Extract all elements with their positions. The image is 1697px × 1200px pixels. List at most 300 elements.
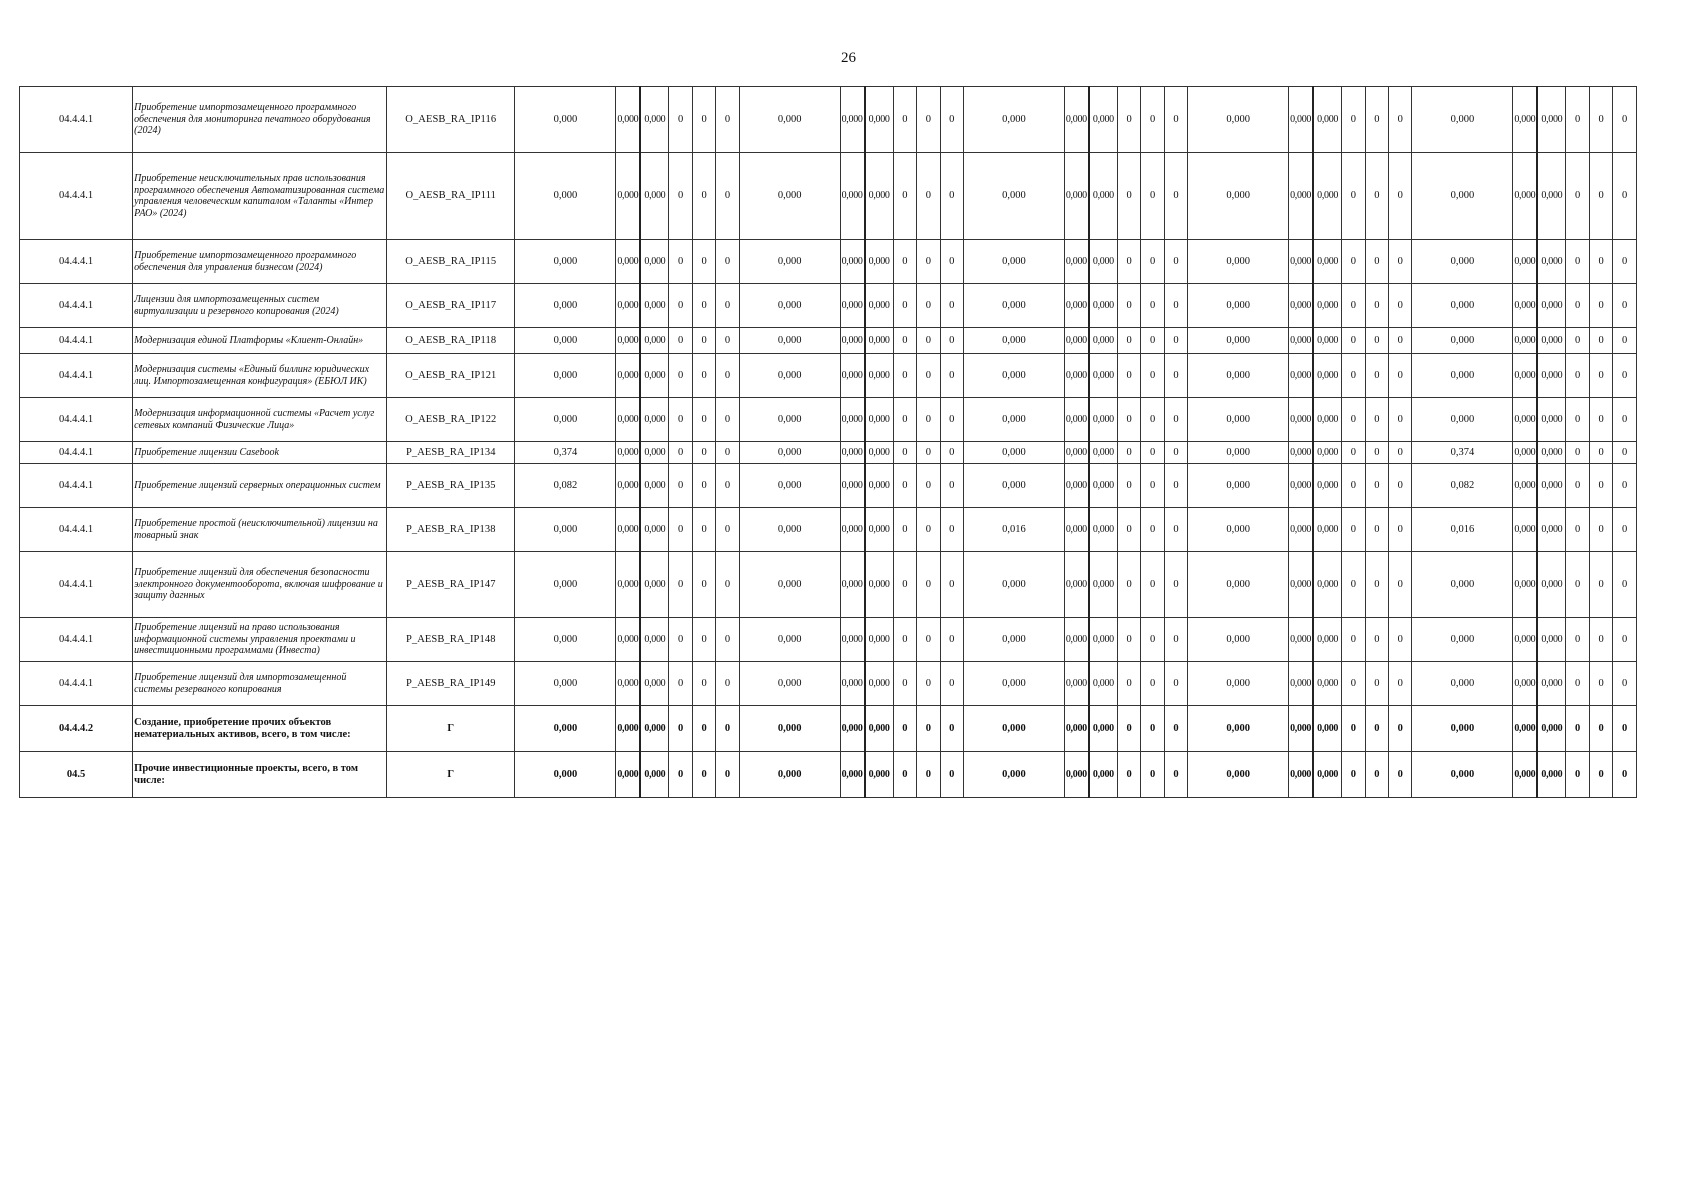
value-cell: 0 <box>692 662 715 706</box>
value-cell: 0 <box>893 464 916 508</box>
value-cell: 0 <box>1365 706 1388 752</box>
value-cell: 0,000 <box>1513 442 1537 464</box>
value-cell: 0,000 <box>840 240 864 284</box>
value-cell: 0 <box>1589 552 1612 618</box>
value-cell: 0 <box>940 87 963 153</box>
table-row <box>20 240 1637 284</box>
value-cell: 0 <box>917 240 940 284</box>
value-cell: 0 <box>669 284 692 328</box>
value-cell: 0,000 <box>1064 240 1088 284</box>
table-row <box>20 508 1637 552</box>
value-cell: 0,000 <box>515 87 616 153</box>
value-cell: 0 <box>1342 752 1365 798</box>
value-cell: 0,000 <box>1064 752 1088 798</box>
value-cell: 0 <box>716 153 739 240</box>
value-cell: 0,000 <box>1412 328 1513 354</box>
value-cell: 0,000 <box>840 153 864 240</box>
value-cell: 0 <box>1342 354 1365 398</box>
row-name-cell: Лицензии для импортозамещенных систем виртуализации и резервного копирования (2024) <box>133 284 387 328</box>
value-cell: 0 <box>1164 328 1187 354</box>
value-cell: 0 <box>716 442 739 464</box>
value-cell: 0,000 <box>1089 398 1118 442</box>
value-cell: 0 <box>692 153 715 240</box>
value-cell: 0,000 <box>963 240 1064 284</box>
value-cell: 0,000 <box>865 240 894 284</box>
value-cell: 0 <box>1613 752 1637 798</box>
value-cell: 0 <box>1141 153 1164 240</box>
value-cell: 0,374 <box>1412 442 1513 464</box>
value-cell: 0,082 <box>1412 464 1513 508</box>
value-cell: 0,016 <box>1412 508 1513 552</box>
value-cell: 0 <box>1566 328 1589 354</box>
value-cell: 0,000 <box>616 552 640 618</box>
value-cell: 0,000 <box>640 87 669 153</box>
row-id-cell: O_AESB_RA_IP115 <box>387 240 515 284</box>
value-cell: 0,000 <box>515 398 616 442</box>
value-cell: 0,000 <box>1289 508 1313 552</box>
value-cell: 0 <box>893 442 916 464</box>
value-cell: 0 <box>1589 398 1612 442</box>
value-cell: 0,000 <box>1513 662 1537 706</box>
value-cell: 0 <box>692 442 715 464</box>
value-cell: 0 <box>1117 706 1140 752</box>
value-cell: 0 <box>1365 662 1388 706</box>
value-cell: 0 <box>1566 240 1589 284</box>
value-cell: 0,000 <box>963 752 1064 798</box>
row-name-cell: Создание, приобретение прочих объектов нематериальных активов, всего, в том числе: <box>133 706 387 752</box>
value-cell: 0,000 <box>1089 328 1118 354</box>
value-cell: 0 <box>692 552 715 618</box>
value-cell: 0 <box>1613 706 1637 752</box>
value-cell: 0,000 <box>739 508 840 552</box>
value-cell: 0 <box>1589 153 1612 240</box>
value-cell: 0,082 <box>515 464 616 508</box>
value-cell: 0 <box>1566 752 1589 798</box>
value-cell: 0,000 <box>1513 618 1537 662</box>
table-row <box>20 464 1637 508</box>
value-cell: 0 <box>1342 87 1365 153</box>
value-cell: 0 <box>1589 442 1612 464</box>
value-cell: 0,000 <box>1537 284 1566 328</box>
value-cell: 0,000 <box>865 87 894 153</box>
table-row <box>20 153 1637 240</box>
table-row <box>20 662 1637 706</box>
value-cell: 0,000 <box>1289 284 1313 328</box>
value-cell: 0,000 <box>963 618 1064 662</box>
value-cell: 0 <box>940 442 963 464</box>
value-cell: 0,000 <box>1289 442 1313 464</box>
value-cell: 0 <box>1164 284 1187 328</box>
value-cell: 0,000 <box>1412 87 1513 153</box>
row-id-cell: P_AESB_RA_IP135 <box>387 464 515 508</box>
value-cell: 0 <box>917 354 940 398</box>
value-cell: 0,000 <box>1313 618 1342 662</box>
value-cell: 0 <box>669 662 692 706</box>
value-cell: 0,000 <box>1513 240 1537 284</box>
value-cell: 0 <box>1613 552 1637 618</box>
investment-table <box>19 86 1637 798</box>
value-cell: 0,000 <box>1289 464 1313 508</box>
value-cell: 0,000 <box>1313 87 1342 153</box>
value-cell: 0,000 <box>1188 284 1289 328</box>
value-cell: 0 <box>1589 354 1612 398</box>
value-cell: 0,000 <box>963 706 1064 752</box>
value-cell: 0,000 <box>739 354 840 398</box>
value-cell: 0 <box>1117 328 1140 354</box>
row-id-cell: Г <box>387 706 515 752</box>
value-cell: 0 <box>940 398 963 442</box>
value-cell: 0 <box>1164 354 1187 398</box>
value-cell: 0,000 <box>640 398 669 442</box>
value-cell: 0 <box>893 153 916 240</box>
value-cell: 0 <box>669 508 692 552</box>
row-id-cell: O_AESB_RA_IP122 <box>387 398 515 442</box>
value-cell: 0 <box>1141 442 1164 464</box>
value-cell: 0 <box>893 240 916 284</box>
table-row <box>20 752 1637 798</box>
value-cell: 0 <box>1164 464 1187 508</box>
value-cell: 0 <box>1342 284 1365 328</box>
value-cell: 0 <box>669 442 692 464</box>
value-cell: 0,000 <box>1313 328 1342 354</box>
value-cell: 0 <box>1365 752 1388 798</box>
value-cell: 0 <box>692 398 715 442</box>
value-cell: 0 <box>940 464 963 508</box>
value-cell: 0 <box>1613 464 1637 508</box>
value-cell: 0 <box>940 284 963 328</box>
value-cell: 0,000 <box>865 752 894 798</box>
value-cell: 0 <box>1117 552 1140 618</box>
value-cell: 0,000 <box>1064 153 1088 240</box>
value-cell: 0,000 <box>1412 662 1513 706</box>
value-cell: 0,000 <box>616 240 640 284</box>
row-code-cell: 04.4.4.1 <box>20 328 133 354</box>
value-cell: 0 <box>893 354 916 398</box>
row-code-cell: 04.4.4.1 <box>20 398 133 442</box>
value-cell: 0,000 <box>1313 153 1342 240</box>
value-cell: 0 <box>940 354 963 398</box>
value-cell: 0,000 <box>1412 706 1513 752</box>
value-cell: 0,000 <box>1412 354 1513 398</box>
value-cell: 0,000 <box>616 442 640 464</box>
row-name-cell: Приобретение лицензий серверных операционных систем <box>133 464 387 508</box>
value-cell: 0,000 <box>739 398 840 442</box>
value-cell: 0 <box>893 398 916 442</box>
row-code-cell: 04.4.4.1 <box>20 552 133 618</box>
value-cell: 0,000 <box>1289 240 1313 284</box>
value-cell: 0 <box>1365 552 1388 618</box>
value-cell: 0,000 <box>1412 284 1513 328</box>
value-cell: 0,000 <box>1089 87 1118 153</box>
value-cell: 0 <box>917 442 940 464</box>
value-cell: 0,000 <box>1412 752 1513 798</box>
row-name-cell: Модернизация информационной системы «Расчет услуг сетевых компаний Физические Лица» <box>133 398 387 442</box>
value-cell: 0,000 <box>515 662 616 706</box>
row-name-cell: Модернизация системы «Единый биллинг юридических лиц. Импортозамещенная конфигурация» (ЕБЮЛ ИК) <box>133 354 387 398</box>
value-cell: 0 <box>1365 153 1388 240</box>
value-cell: 0,000 <box>1513 284 1537 328</box>
value-cell: 0 <box>1589 284 1612 328</box>
value-cell: 0 <box>692 618 715 662</box>
row-name-cell: Приобретение лицензий для обеспечения безопасности электронного документооборота, включая шифрование и защиту дагнных <box>133 552 387 618</box>
value-cell: 0 <box>1389 706 1412 752</box>
value-cell: 0,000 <box>1089 464 1118 508</box>
value-cell: 0,000 <box>1089 618 1118 662</box>
value-cell: 0 <box>1141 398 1164 442</box>
value-cell: 0,000 <box>1513 752 1537 798</box>
value-cell: 0,000 <box>1064 354 1088 398</box>
value-cell: 0 <box>893 284 916 328</box>
value-cell: 0,000 <box>640 442 669 464</box>
value-cell: 0,000 <box>739 284 840 328</box>
value-cell: 0,000 <box>1513 706 1537 752</box>
value-cell: 0,000 <box>1537 552 1566 618</box>
row-name-cell: Приобретение лицензий для импортозамещенной системы резерваного копирования <box>133 662 387 706</box>
value-cell: 0 <box>1117 354 1140 398</box>
value-cell: 0,000 <box>963 442 1064 464</box>
value-cell: 0 <box>692 240 715 284</box>
value-cell: 0 <box>692 706 715 752</box>
value-cell: 0 <box>1117 87 1140 153</box>
value-cell: 0,000 <box>1188 464 1289 508</box>
value-cell: 0,000 <box>1513 508 1537 552</box>
value-cell: 0 <box>1141 240 1164 284</box>
value-cell: 0,000 <box>840 508 864 552</box>
value-cell: 0,000 <box>865 508 894 552</box>
value-cell: 0,000 <box>1188 508 1289 552</box>
row-code-cell: 04.4.4.1 <box>20 354 133 398</box>
value-cell: 0,000 <box>515 552 616 618</box>
value-cell: 0,000 <box>840 618 864 662</box>
table-body <box>20 87 1637 798</box>
value-cell: 0 <box>1342 618 1365 662</box>
value-cell: 0,000 <box>1289 398 1313 442</box>
row-id-cell: O_AESB_RA_IP121 <box>387 354 515 398</box>
value-cell: 0,000 <box>1188 618 1289 662</box>
value-cell: 0 <box>1566 464 1589 508</box>
value-cell: 0,000 <box>640 464 669 508</box>
value-cell: 0 <box>893 618 916 662</box>
value-cell: 0 <box>1342 442 1365 464</box>
value-cell: 0,000 <box>1064 284 1088 328</box>
value-cell: 0 <box>1141 87 1164 153</box>
value-cell: 0,000 <box>1537 153 1566 240</box>
value-cell: 0 <box>1613 398 1637 442</box>
row-id-cell: O_AESB_RA_IP116 <box>387 87 515 153</box>
value-cell: 0,000 <box>640 508 669 552</box>
value-cell: 0,000 <box>1513 354 1537 398</box>
value-cell: 0 <box>1365 240 1388 284</box>
value-cell: 0,000 <box>1537 464 1566 508</box>
value-cell: 0 <box>917 662 940 706</box>
value-cell: 0 <box>669 398 692 442</box>
value-cell: 0,000 <box>1412 153 1513 240</box>
value-cell: 0 <box>1389 354 1412 398</box>
value-cell: 0,000 <box>640 354 669 398</box>
value-cell: 0,000 <box>840 464 864 508</box>
value-cell: 0,000 <box>1513 87 1537 153</box>
value-cell: 0 <box>716 284 739 328</box>
value-cell: 0,000 <box>616 354 640 398</box>
value-cell: 0 <box>940 240 963 284</box>
value-cell: 0 <box>1613 87 1637 153</box>
value-cell: 0,000 <box>840 398 864 442</box>
row-name-cell: Приобретение неисключительных прав использования программного обеспечения Автоматизированная система управления человеческим капиталом «Таланты «Интер РАО» (2024) <box>133 153 387 240</box>
row-code-cell: 04.4.4.2 <box>20 706 133 752</box>
value-cell: 0 <box>716 464 739 508</box>
value-cell: 0,000 <box>1289 706 1313 752</box>
table-row <box>20 706 1637 752</box>
value-cell: 0,000 <box>865 662 894 706</box>
value-cell: 0,000 <box>865 153 894 240</box>
row-code-cell: 04.4.4.1 <box>20 153 133 240</box>
table-row <box>20 354 1637 398</box>
value-cell: 0,000 <box>1089 552 1118 618</box>
value-cell: 0 <box>1389 508 1412 552</box>
value-cell: 0,000 <box>1537 328 1566 354</box>
value-cell: 0,000 <box>840 706 864 752</box>
value-cell: 0 <box>1389 87 1412 153</box>
value-cell: 0 <box>1389 442 1412 464</box>
value-cell: 0 <box>1389 662 1412 706</box>
value-cell: 0 <box>669 354 692 398</box>
value-cell: 0,000 <box>515 284 616 328</box>
value-cell: 0,000 <box>515 508 616 552</box>
value-cell: 0,000 <box>640 752 669 798</box>
value-cell: 0 <box>1613 354 1637 398</box>
value-cell: 0,000 <box>1064 87 1088 153</box>
value-cell: 0,000 <box>515 618 616 662</box>
value-cell: 0,000 <box>840 354 864 398</box>
value-cell: 0,000 <box>1064 508 1088 552</box>
row-id-cell: O_AESB_RA_IP111 <box>387 153 515 240</box>
value-cell: 0,000 <box>1537 354 1566 398</box>
value-cell: 0 <box>1566 398 1589 442</box>
value-cell: 0 <box>716 508 739 552</box>
value-cell: 0,016 <box>963 508 1064 552</box>
value-cell: 0 <box>1589 618 1612 662</box>
value-cell: 0 <box>669 464 692 508</box>
value-cell: 0,000 <box>640 662 669 706</box>
value-cell: 0 <box>917 752 940 798</box>
value-cell: 0 <box>1389 398 1412 442</box>
value-cell: 0,000 <box>1064 464 1088 508</box>
value-cell: 0 <box>1117 398 1140 442</box>
value-cell: 0 <box>1164 442 1187 464</box>
value-cell: 0,000 <box>640 284 669 328</box>
value-cell: 0,000 <box>840 284 864 328</box>
value-cell: 0,000 <box>963 464 1064 508</box>
value-cell: 0,000 <box>1313 508 1342 552</box>
value-cell: 0,000 <box>840 752 864 798</box>
value-cell: 0 <box>1141 752 1164 798</box>
value-cell: 0 <box>1566 442 1589 464</box>
value-cell: 0 <box>1613 328 1637 354</box>
value-cell: 0 <box>1342 464 1365 508</box>
value-cell: 0 <box>1342 328 1365 354</box>
row-code-cell: 04.4.4.1 <box>20 618 133 662</box>
value-cell: 0 <box>1141 552 1164 618</box>
value-cell: 0 <box>917 618 940 662</box>
value-cell: 0,000 <box>616 87 640 153</box>
value-cell: 0 <box>669 618 692 662</box>
value-cell: 0 <box>1589 508 1612 552</box>
value-cell: 0,000 <box>1188 752 1289 798</box>
value-cell: 0 <box>1589 662 1612 706</box>
value-cell: 0,000 <box>640 153 669 240</box>
value-cell: 0 <box>1141 354 1164 398</box>
value-cell: 0 <box>1117 442 1140 464</box>
value-cell: 0,000 <box>1313 662 1342 706</box>
value-cell: 0 <box>893 552 916 618</box>
value-cell: 0,000 <box>1513 328 1537 354</box>
value-cell: 0 <box>1117 464 1140 508</box>
value-cell: 0 <box>692 354 715 398</box>
value-cell: 0,000 <box>1537 618 1566 662</box>
value-cell: 0,000 <box>1089 442 1118 464</box>
value-cell: 0 <box>716 706 739 752</box>
table-row <box>20 398 1637 442</box>
value-cell: 0 <box>1141 618 1164 662</box>
value-cell: 0 <box>1613 284 1637 328</box>
value-cell: 0,000 <box>1412 552 1513 618</box>
value-cell: 0 <box>1566 706 1589 752</box>
row-code-cell: 04.5 <box>20 752 133 798</box>
value-cell: 0 <box>716 354 739 398</box>
value-cell: 0 <box>1141 284 1164 328</box>
value-cell: 0,000 <box>963 662 1064 706</box>
value-cell: 0,000 <box>865 328 894 354</box>
value-cell: 0 <box>1117 153 1140 240</box>
table-row <box>20 442 1637 464</box>
table-row <box>20 87 1637 153</box>
value-cell: 0,000 <box>1313 354 1342 398</box>
value-cell: 0 <box>1365 618 1388 662</box>
value-cell: 0,000 <box>616 706 640 752</box>
row-id-cell: P_AESB_RA_IP149 <box>387 662 515 706</box>
row-code-cell: 04.4.4.1 <box>20 442 133 464</box>
value-cell: 0,000 <box>616 464 640 508</box>
value-cell: 0,000 <box>1313 240 1342 284</box>
row-id-cell: P_AESB_RA_IP138 <box>387 508 515 552</box>
value-cell: 0 <box>1164 662 1187 706</box>
value-cell: 0,000 <box>1537 662 1566 706</box>
value-cell: 0 <box>1589 706 1612 752</box>
value-cell: 0,000 <box>865 398 894 442</box>
value-cell: 0 <box>1164 618 1187 662</box>
value-cell: 0,000 <box>1412 398 1513 442</box>
value-cell: 0,000 <box>1513 398 1537 442</box>
value-cell: 0,000 <box>1289 328 1313 354</box>
value-cell: 0,000 <box>739 442 840 464</box>
value-cell: 0,000 <box>616 153 640 240</box>
value-cell: 0,000 <box>739 464 840 508</box>
value-cell: 0 <box>893 706 916 752</box>
value-cell: 0 <box>669 752 692 798</box>
value-cell: 0 <box>917 153 940 240</box>
value-cell: 0 <box>917 508 940 552</box>
value-cell: 0,000 <box>515 354 616 398</box>
value-cell: 0 <box>1389 618 1412 662</box>
value-cell: 0,000 <box>1089 153 1118 240</box>
value-cell: 0,000 <box>865 284 894 328</box>
row-name-cell: Приобретение лицензии Casebook <box>133 442 387 464</box>
value-cell: 0,000 <box>1089 706 1118 752</box>
value-cell: 0,000 <box>840 87 864 153</box>
value-cell: 0,000 <box>515 240 616 284</box>
value-cell: 0 <box>1141 464 1164 508</box>
value-cell: 0,000 <box>1537 240 1566 284</box>
